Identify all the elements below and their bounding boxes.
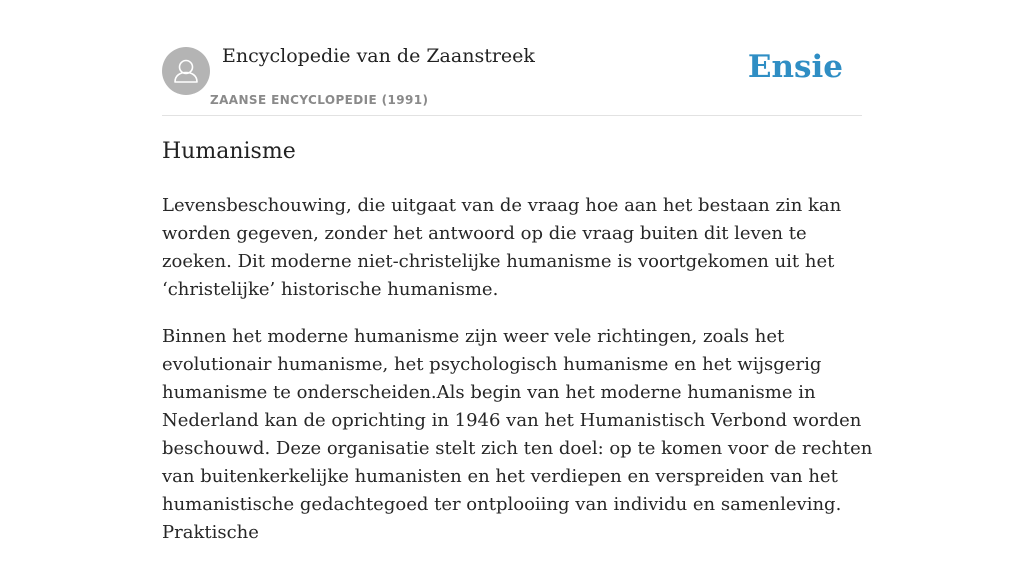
avatar[interactable] xyxy=(162,47,210,95)
article-paragraph-1: Levensbeschouwing, die uitgaat van de vraag hoe aan het bestaan zin kan worden gegeven, zonder het antwoord op die vraag buiten dit leven te zoeken. Dit moderne niet-christelijke humanisme is voortgekomen uit het ‘christelijke’ historische humanisme. xyxy=(162,195,842,300)
article-title: Humanisme xyxy=(162,139,296,164)
source-header xyxy=(162,0,862,116)
content-container xyxy=(162,0,873,543)
user-silhouette-icon xyxy=(162,47,210,95)
article-paragraph-2: Binnen het moderne humanisme zijn weer vele richtingen, zoals het evolutionair humanisme, het psychologisch humanisme en het wijsgerig humanisme te onderscheiden.Als begin van het moderne humanisme in Nederland kan de oprichting in 1946 van het Humanistisch Verbond worden beschouwd. Deze organisatie stelt zich ten doel: op te komen voor de rechten van buitenkerkelijke humanisten en het verdiepen en verspreiden van het humanistische gedachtegoed ter ontplooiing van individu en samenleving. Praktische xyxy=(162,326,873,543)
ensie-logo[interactable]: Ensie xyxy=(747,49,843,85)
source-title-link[interactable]: Encyclopedie van de Zaanstreek xyxy=(222,45,535,67)
source-subtitle: ZAANSE ENCYCLOPEDIE (1991) xyxy=(210,93,429,107)
article-body xyxy=(162,192,874,566)
